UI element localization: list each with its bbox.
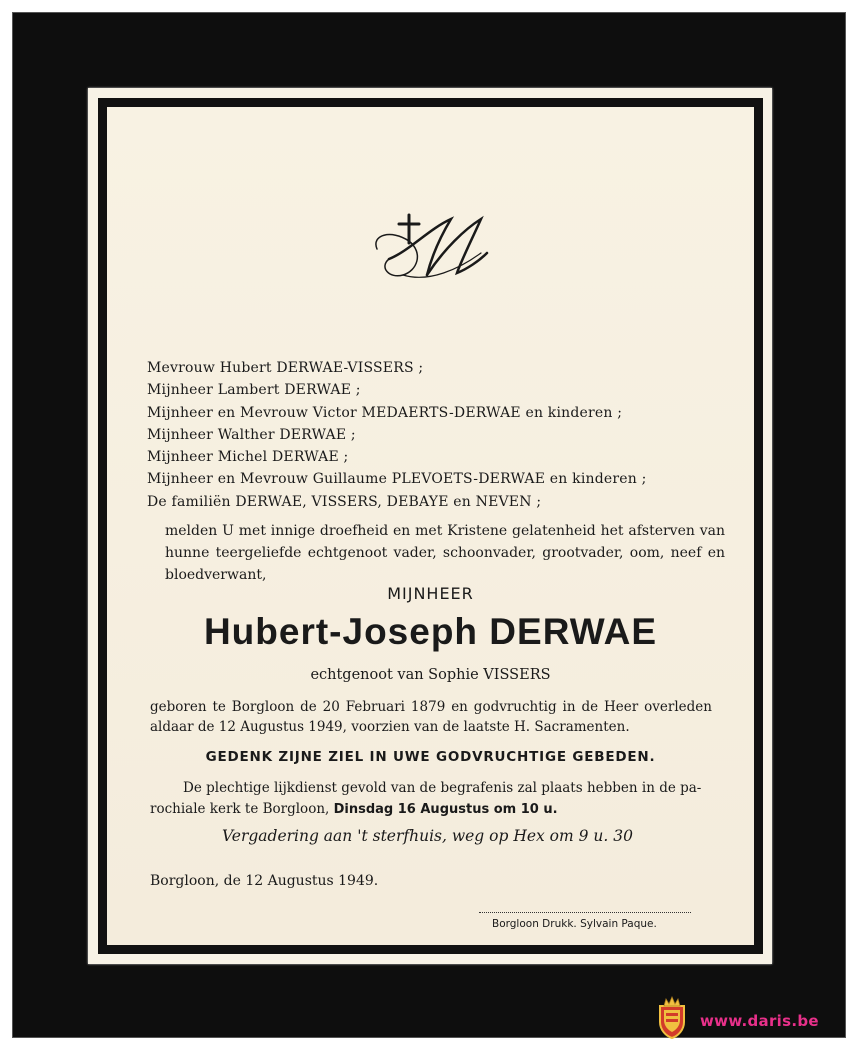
cross-m-monogram-icon [369,209,499,289]
funeral-location: rochiale kerk te Borgloon, [150,801,330,817]
deceased-name: Hubert-Joseph DERWAE [203,611,658,652]
family-member: De familiën DERWAE, VISSERS, DEBAYE en NEVEN ; [147,493,542,510]
watermark-link[interactable]: www.daris.be [700,1012,819,1030]
family-member: Mijnheer Michel DERWAE ; [147,449,349,466]
family-member: Mijnheer Walther DERWAE ; [147,426,356,443]
funeral-details [150,778,716,820]
funeral-date-time: Dinsdag 16 Augustus om 10 u. [333,802,558,817]
honorific: MIJNHEER [387,584,474,603]
coat-of-arms-icon [656,996,688,1040]
family-member: Mijnheer en Mevrouw Guillaume PLEVOETS-DERWAE en kinderen ; [147,471,647,488]
printer-credit: Borgloon Drukk. Sylvain Paque. [492,918,657,930]
family-list [147,357,647,513]
prayer-line: GEDENK ZIJNE ZIEL IN UWE GODVRUCHTIGE GEBEDEN. [205,749,656,765]
announcement-text: melden U met innige droefheid en met Kristene gelatenheid het afsterven van hunne teergeliefde echtgenoot vader, schoonvader, grootvader, oom, neef en bloedverwant, [165,523,725,583]
printer-divider [479,912,691,913]
family-member: Mijnheer Lambert DERWAE ; [147,382,361,399]
funeral-line-2 [150,799,716,820]
birth-death-text: geboren te Borgloon de 20 Februari 1879 en godvruchtig in de Heer overleden aldaar de 12 Augustus 1949, voorzien van de laatste H. Sacramenten. [150,699,712,735]
family-member: Mijnheer en Mevrouw Victor MEDAERTS-DERWAE en kinderen ; [147,404,623,421]
obituary-card [107,107,754,945]
funeral-line-1: De plechtige lijkdienst gevold van de begrafenis zal plaats hebben in de pa- [183,780,702,796]
meeting-line: Vergadering aan 't sterfhuis, weg op Hex om 9 u. 30 [222,827,633,845]
place-date: Borgloon, de 12 Augustus 1949. [150,873,379,889]
spouse-line: echtgenoot van Sophie VISSERS [310,667,551,683]
family-member: Mevrouw Hubert DERWAE-VISSERS ; [147,360,424,376]
